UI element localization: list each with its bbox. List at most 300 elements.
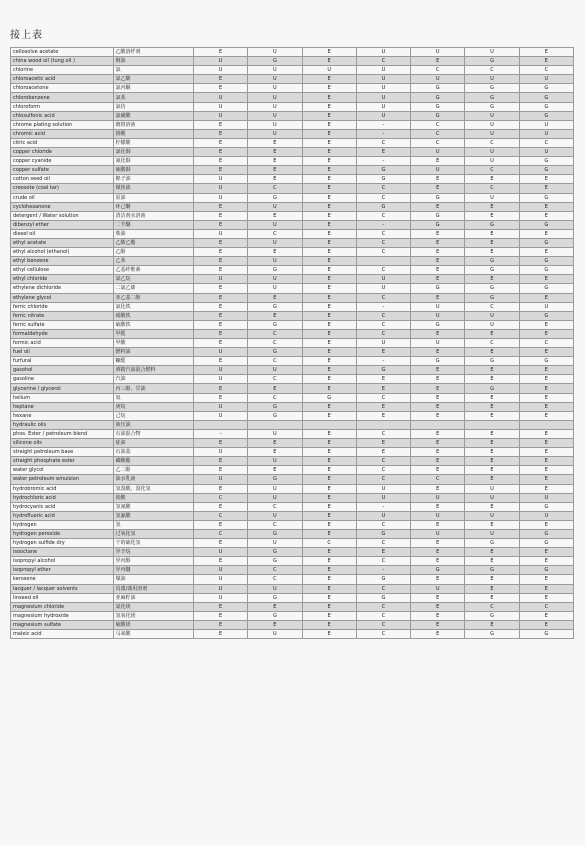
rating-cell: - <box>193 429 247 438</box>
rating-cell: U <box>248 429 302 438</box>
rating-cell: E <box>519 229 573 238</box>
rating-cell: C <box>356 475 410 484</box>
table-row <box>11 402 574 411</box>
chemical-name-en: magnesium chloride <box>11 602 114 611</box>
rating-cell: E <box>411 184 465 193</box>
rating-cell: E <box>465 520 519 529</box>
rating-cell: E <box>519 439 573 448</box>
table-row <box>11 511 574 520</box>
rating-cell: C <box>248 329 302 338</box>
rating-cell: U <box>411 166 465 175</box>
chemical-name-zh: 氯化铁 <box>113 302 193 311</box>
rating-cell: C <box>519 339 573 348</box>
table-row <box>11 293 574 302</box>
chemical-name-zh: 异辛烷 <box>113 548 193 557</box>
chemical-name-en: cotton seed oil <box>11 175 114 184</box>
rating-cell: U <box>193 548 247 557</box>
rating-cell: U <box>193 175 247 184</box>
rating-cell: U <box>465 157 519 166</box>
rating-cell: E <box>193 611 247 620</box>
rating-cell: U <box>248 493 302 502</box>
rating-cell: G <box>519 266 573 275</box>
rating-cell: E <box>519 429 573 438</box>
rating-cell: G <box>519 529 573 538</box>
rating-cell: E <box>465 402 519 411</box>
table-row <box>11 520 574 529</box>
rating-cell: E <box>302 384 356 393</box>
rating-cell: E <box>193 393 247 402</box>
rating-cell: E <box>356 548 410 557</box>
rating-cell: U <box>193 111 247 120</box>
rating-cell: U <box>248 457 302 466</box>
rating-cell: C <box>356 138 410 147</box>
chemical-name-en: linseed oil <box>11 593 114 602</box>
rating-cell: G <box>465 293 519 302</box>
rating-cell: E <box>519 175 573 184</box>
rating-cell: E <box>302 448 356 457</box>
table-row <box>11 266 574 275</box>
rating-cell: E <box>519 484 573 493</box>
rating-cell: E <box>465 275 519 284</box>
table-row <box>11 584 574 593</box>
rating-cell: U <box>356 275 410 284</box>
rating-cell: C <box>465 184 519 193</box>
chemical-name-zh: 乙酸乙酯 <box>113 238 193 247</box>
rating-cell: E <box>411 329 465 338</box>
chemical-name-en: magnesium sulfate <box>11 620 114 629</box>
rating-cell: U <box>193 102 247 111</box>
rating-cell: G <box>302 393 356 402</box>
rating-cell: E <box>465 229 519 238</box>
rating-cell: E <box>302 84 356 93</box>
rating-cell: E <box>411 502 465 511</box>
rating-cell: G <box>356 529 410 538</box>
rating-cell: E <box>411 157 465 166</box>
rating-cell: U <box>248 93 302 102</box>
rating-cell: E <box>302 248 356 257</box>
rating-cell: U <box>193 593 247 602</box>
rating-cell: E <box>193 484 247 493</box>
rating-cell: E <box>248 311 302 320</box>
chemical-name-en: helium <box>11 393 114 402</box>
rating-cell: E <box>193 439 247 448</box>
rating-cell: E <box>302 111 356 120</box>
rating-cell: C <box>465 302 519 311</box>
rating-cell <box>465 420 519 429</box>
chemical-name-en: water glycol <box>11 466 114 475</box>
chemical-name-zh: 马来酸 <box>113 630 193 639</box>
rating-cell: E <box>302 457 356 466</box>
rating-cell: E <box>411 238 465 247</box>
chemical-name-en: furfural <box>11 357 114 366</box>
rating-cell: E <box>193 384 247 393</box>
chemical-name-zh: 乙酸溶纤剂 <box>113 48 193 57</box>
rating-cell: E <box>302 466 356 475</box>
rating-cell: E <box>302 148 356 157</box>
rating-cell: U <box>248 275 302 284</box>
chemical-name-en: chloroform <box>11 102 114 111</box>
rating-cell: U <box>248 120 302 129</box>
rating-cell: U <box>519 129 573 138</box>
rating-cell: E <box>411 202 465 211</box>
rating-cell: E <box>411 611 465 620</box>
rating-cell: U <box>193 193 247 202</box>
chemical-name-zh: 二苄醚 <box>113 220 193 229</box>
rating-cell: U <box>248 511 302 520</box>
chemical-name-en: copper chloride <box>11 148 114 157</box>
rating-cell: E <box>193 211 247 220</box>
chemical-name-en: hydrochloric acid <box>11 493 114 502</box>
chemical-name-zh: 乙二醇 <box>113 466 193 475</box>
rating-cell: U <box>248 48 302 57</box>
rating-cell: E <box>302 611 356 620</box>
rating-cell: E <box>411 257 465 266</box>
chemical-name-zh: 油水乳液 <box>113 475 193 484</box>
table-row <box>11 393 574 402</box>
rating-cell: U <box>248 111 302 120</box>
rating-cell: E <box>302 402 356 411</box>
table-row <box>11 311 574 320</box>
rating-cell: U <box>519 511 573 520</box>
rating-cell: E <box>519 584 573 593</box>
rating-cell: U <box>248 484 302 493</box>
chemical-name-en: glycerine / glycerol <box>11 384 114 393</box>
rating-cell: E <box>519 293 573 302</box>
rating-cell: G <box>248 193 302 202</box>
rating-cell: C <box>411 129 465 138</box>
rating-cell: U <box>356 284 410 293</box>
rating-cell: G <box>465 266 519 275</box>
rating-cell: E <box>302 193 356 202</box>
rating-cell: G <box>465 384 519 393</box>
rating-cell: G <box>411 102 465 111</box>
rating-cell: G <box>519 311 573 320</box>
rating-cell: U <box>411 48 465 57</box>
rating-cell: G <box>519 220 573 229</box>
chemical-name-zh: 镀铬溶液 <box>113 120 193 129</box>
chemical-name-en: ethyl alcohol (ethanol) <box>11 248 114 257</box>
rating-cell: E <box>519 448 573 457</box>
table-row <box>11 529 574 538</box>
rating-cell: E <box>302 411 356 420</box>
chemical-name-zh: 桐油 <box>113 57 193 66</box>
rating-cell: C <box>193 511 247 520</box>
chemical-name-en: hydrogen sulfide dry <box>11 539 114 548</box>
chemical-name-en: ethyl chloride <box>11 275 114 284</box>
chemical-name-zh: 石油混合物 <box>113 429 193 438</box>
rating-cell: E <box>302 439 356 448</box>
rating-cell: G <box>411 220 465 229</box>
rating-cell: U <box>465 120 519 129</box>
chemical-name-zh: 真漆/漆用溶剂 <box>113 584 193 593</box>
rating-cell: E <box>248 211 302 220</box>
rating-cell: G <box>248 402 302 411</box>
chemical-name-en: dibenzyl ether <box>11 220 114 229</box>
rating-cell: U <box>411 511 465 520</box>
rating-cell: C <box>519 602 573 611</box>
chemical-name-zh: 液压油 <box>113 420 193 429</box>
rating-cell: C <box>411 138 465 147</box>
page-title: 接上表 <box>10 30 43 41</box>
rating-cell: E <box>193 129 247 138</box>
chemical-name-zh: 柠檬酸 <box>113 138 193 147</box>
rating-cell: G <box>519 84 573 93</box>
rating-cell: C <box>519 138 573 147</box>
rating-cell: E <box>302 302 356 311</box>
chemical-name-en: fuel oil <box>11 348 114 357</box>
chemical-name-zh: 汽油 <box>113 375 193 384</box>
chemical-name-en: crude oil <box>11 193 114 202</box>
rating-cell: E <box>519 211 573 220</box>
table-row <box>11 48 574 57</box>
rating-cell: E <box>411 57 465 66</box>
chemical-name-en: hydrofluoric acid <box>11 511 114 520</box>
rating-cell: E <box>465 375 519 384</box>
rating-cell: C <box>356 329 410 338</box>
chemical-name-zh: 乙醇 <box>113 248 193 257</box>
rating-cell: E <box>302 138 356 147</box>
rating-cell: C <box>356 393 410 402</box>
table-row <box>11 411 574 420</box>
rating-cell: E <box>248 248 302 257</box>
rating-cell: C <box>356 620 410 629</box>
chemical-name-zh: 棉子油 <box>113 175 193 184</box>
chemical-name-en: phos. Ester / petroleum blend <box>11 429 114 438</box>
rating-cell: C <box>356 184 410 193</box>
chemical-name-en: hydrogen <box>11 520 114 529</box>
rating-cell: U <box>356 93 410 102</box>
chemical-name-en: ferric nitrate <box>11 311 114 320</box>
rating-cell: E <box>193 302 247 311</box>
chemical-name-en: chlosulfonic acid <box>11 111 114 120</box>
rating-cell: U <box>465 484 519 493</box>
rating-cell: U <box>193 57 247 66</box>
rating-cell: E <box>193 166 247 175</box>
rating-cell: G <box>519 357 573 366</box>
rating-cell: E <box>193 257 247 266</box>
rating-cell: G <box>248 475 302 484</box>
rating-cell: G <box>248 611 302 620</box>
rating-cell: G <box>519 539 573 548</box>
rating-cell: E <box>519 593 573 602</box>
chemical-name-zh: 酒精汽油混合燃料 <box>113 366 193 375</box>
rating-cell: E <box>465 466 519 475</box>
table-body <box>11 48 574 639</box>
chemical-name-en: formic acid <box>11 339 114 348</box>
table-row <box>11 138 574 147</box>
rating-cell: C <box>356 466 410 475</box>
rating-cell: E <box>193 120 247 129</box>
rating-cell: E <box>302 329 356 338</box>
table-row <box>11 257 574 266</box>
rating-cell: U <box>193 366 247 375</box>
chemical-name-zh: 氢氰酸 <box>113 502 193 511</box>
chemical-name-zh: 丙三醇，甘油 <box>113 384 193 393</box>
rating-cell: G <box>465 539 519 548</box>
rating-cell: C <box>356 229 410 238</box>
rating-cell: E <box>193 620 247 629</box>
rating-cell: E <box>302 157 356 166</box>
chemical-name-en: china wood oil (tung oil ) <box>11 57 114 66</box>
rating-cell: E <box>465 448 519 457</box>
table-row <box>11 275 574 284</box>
chemical-name-en: hydrocyanic acid <box>11 502 114 511</box>
chemical-name-en: magnesium hydroxide <box>11 611 114 620</box>
chemical-name-zh: 环己酮 <box>113 202 193 211</box>
rating-cell: E <box>519 184 573 193</box>
rating-cell: U <box>193 184 247 193</box>
rating-cell: U <box>193 375 247 384</box>
rating-cell: E <box>302 366 356 375</box>
rating-cell: C <box>465 166 519 175</box>
rating-cell: G <box>465 257 519 266</box>
chemical-name-en: silicone oils <box>11 439 114 448</box>
rating-cell: U <box>248 238 302 247</box>
rating-cell: E <box>411 402 465 411</box>
rating-cell: U <box>248 102 302 111</box>
table-row <box>11 484 574 493</box>
rating-cell: U <box>248 630 302 639</box>
rating-cell: G <box>519 257 573 266</box>
table-row <box>11 284 574 293</box>
chemical-name-zh: 乙基纤维素 <box>113 266 193 275</box>
chemical-name-zh: 氢氟酸 <box>113 511 193 520</box>
rating-cell: U <box>411 311 465 320</box>
rating-cell: U <box>356 66 410 75</box>
rating-cell: G <box>519 111 573 120</box>
rating-cell: G <box>356 166 410 175</box>
rating-cell: E <box>465 429 519 438</box>
chemical-name-en: copper cyanide <box>11 157 114 166</box>
chemical-name-zh: 过氧化氢 <box>113 529 193 538</box>
rating-cell: C <box>356 457 410 466</box>
chemical-name-zh: 氢氧化镁 <box>113 611 193 620</box>
rating-cell: E <box>302 202 356 211</box>
table-row <box>11 611 574 620</box>
rating-cell: U <box>356 339 410 348</box>
rating-cell: G <box>411 320 465 329</box>
rating-cell: E <box>356 439 410 448</box>
chemical-name-zh: 煤油 <box>113 575 193 584</box>
rating-cell: G <box>411 193 465 202</box>
table-row <box>11 357 574 366</box>
rating-cell: E <box>248 466 302 475</box>
rating-cell: G <box>465 93 519 102</box>
chemical-name-zh: 异丙醇 <box>113 557 193 566</box>
rating-cell: E <box>411 602 465 611</box>
rating-cell: E <box>465 593 519 602</box>
chemical-name-en: chromic acid <box>11 129 114 138</box>
rating-cell: E <box>302 266 356 275</box>
rating-cell: E <box>248 448 302 457</box>
rating-cell: E <box>465 411 519 420</box>
rating-cell: E <box>519 411 573 420</box>
rating-cell: E <box>519 57 573 66</box>
rating-cell: E <box>356 348 410 357</box>
table-row <box>11 302 574 311</box>
rating-cell: G <box>411 93 465 102</box>
rating-cell: U <box>356 84 410 93</box>
rating-cell: E <box>411 448 465 457</box>
rating-cell: E <box>465 211 519 220</box>
rating-cell: U <box>411 493 465 502</box>
rating-cell: E <box>465 393 519 402</box>
rating-cell: C <box>465 66 519 75</box>
rating-cell: G <box>248 266 302 275</box>
rating-cell: E <box>248 620 302 629</box>
rating-cell: C <box>193 493 247 502</box>
rating-cell: E <box>465 584 519 593</box>
rating-cell: G <box>356 366 410 375</box>
chemical-name-zh: 硅油 <box>113 439 193 448</box>
rating-cell: E <box>519 620 573 629</box>
rating-cell: E <box>302 502 356 511</box>
rating-cell: G <box>465 630 519 639</box>
chemical-name-en: hydrogen peroxide <box>11 529 114 538</box>
table-row <box>11 57 574 66</box>
chemical-name-zh: 糠醛 <box>113 357 193 366</box>
rating-cell: C <box>248 357 302 366</box>
rating-cell: E <box>411 593 465 602</box>
rating-cell: U <box>356 511 410 520</box>
table-row <box>11 548 574 557</box>
rating-cell: E <box>302 293 356 302</box>
rating-cell: - <box>356 129 410 138</box>
rating-cell: E <box>356 384 410 393</box>
rating-cell: E <box>302 548 356 557</box>
rating-cell: E <box>302 48 356 57</box>
rating-cell: E <box>302 557 356 566</box>
chemical-name-en: hexane <box>11 411 114 420</box>
rating-cell: C <box>302 539 356 548</box>
rating-cell: E <box>356 148 410 157</box>
rating-cell: E <box>411 293 465 302</box>
chemical-name-en: creosote (coal tar) <box>11 184 114 193</box>
rating-cell: E <box>193 293 247 302</box>
chemical-name-zh: 氢 <box>113 520 193 529</box>
rating-cell: U <box>356 111 410 120</box>
rating-cell: G <box>248 548 302 557</box>
rating-cell: C <box>248 375 302 384</box>
table-row <box>11 366 574 375</box>
chemical-name-en: hydraulic oils <box>11 420 114 429</box>
table-row <box>11 238 574 247</box>
chemical-name-zh: 氯乙烷 <box>113 275 193 284</box>
rating-cell: E <box>411 620 465 629</box>
rating-cell: U <box>248 584 302 593</box>
table-row <box>11 66 574 75</box>
rating-cell: U <box>465 493 519 502</box>
rating-cell: E <box>248 166 302 175</box>
rating-cell: E <box>356 448 410 457</box>
chemical-name-en: chloroacetic acid <box>11 75 114 84</box>
chemical-name-en: chloroacetone <box>11 84 114 93</box>
rating-cell: E <box>519 475 573 484</box>
rating-cell: U <box>248 84 302 93</box>
rating-cell: E <box>193 466 247 475</box>
rating-cell <box>411 420 465 429</box>
chemical-name-zh: 氯化铜 <box>113 148 193 157</box>
table-row <box>11 320 574 329</box>
rating-cell: G <box>465 566 519 575</box>
chemical-name-en: ferric chloride <box>11 302 114 311</box>
rating-cell <box>193 420 247 429</box>
table-row <box>11 184 574 193</box>
rating-cell: G <box>248 57 302 66</box>
rating-cell: E <box>411 484 465 493</box>
chemical-name-en: isopropyl ether <box>11 566 114 575</box>
table-row <box>11 384 574 393</box>
